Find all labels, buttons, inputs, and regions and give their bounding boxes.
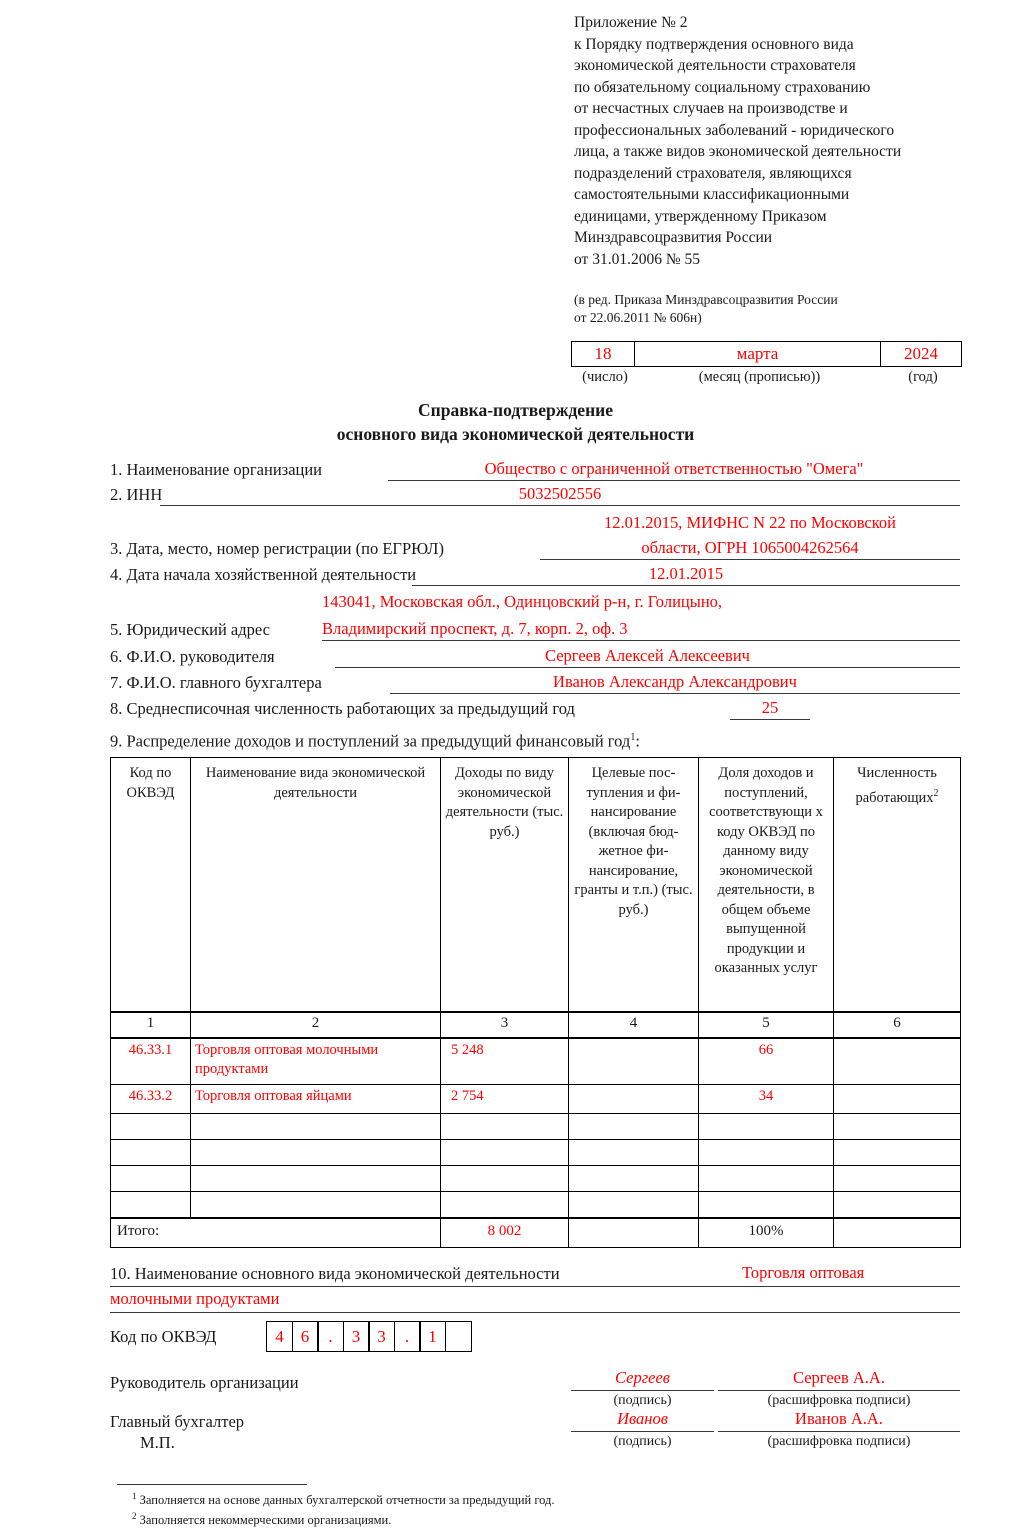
footnote-1-text: Заполняется на основе данных бухгалтерской отчетности за предыдущий год.	[139, 1493, 555, 1508]
appendix-header-line: от 31.01.2006 № 55	[574, 250, 700, 268]
cell-headcount[interactable]	[834, 1165, 961, 1191]
field-9-footnote-mark: 1	[630, 732, 636, 743]
cell-income-share[interactable]	[699, 1191, 834, 1218]
cell-income[interactable]: 5 248	[441, 1038, 569, 1084]
appendix-header-line: профессиональных заболеваний - юридического	[574, 121, 895, 139]
appendix-header-line: экономической деятельности страхователя	[574, 57, 856, 74]
cell-headcount[interactable]	[834, 1139, 961, 1165]
table-header-income-share: Доля доходов и поступлений, соответствующи х коду ОКВЭД по данному виду экономической деятельности, в общем объеме выпущенной продукции и оказанных услуг	[699, 758, 834, 1013]
date-day-field[interactable]: 18	[571, 341, 635, 367]
cell-okved-code[interactable]	[111, 1191, 191, 1218]
field-4-label: 4. Дата начала хозяйственной деятельности	[110, 565, 417, 584]
table-header-row	[111, 758, 961, 1013]
field-7-label: 7. Ф.И.О. главного бухгалтера	[110, 673, 322, 692]
cell-income[interactable]	[441, 1113, 569, 1139]
cell-income[interactable]: 2 754	[441, 1084, 569, 1113]
field-9-label	[110, 727, 640, 752]
field-3-label: 3. Дата, место, номер регистрации (по ЕГРЮЛ)	[110, 539, 444, 558]
field-5-rule	[322, 640, 960, 641]
field-9-colon: :	[635, 731, 640, 751]
cell-headcount[interactable]	[834, 1084, 961, 1113]
cell-targeted-funding[interactable]	[569, 1139, 699, 1165]
director-name[interactable]: Сергеев А.А.	[793, 1368, 885, 1387]
footnote-separator	[117, 1484, 307, 1485]
cell-targeted-funding[interactable]	[569, 1038, 699, 1084]
column-number: 3	[441, 1012, 569, 1038]
footnote-2-text: Заполняется некоммерческими организациями.	[139, 1513, 392, 1528]
field-2-rule	[160, 505, 960, 506]
date-row	[571, 341, 962, 367]
date-year-caption: (год)	[908, 369, 938, 385]
director-signature-caption: (подпись)	[613, 1393, 672, 1408]
accountant-label: Главный бухгалтер	[110, 1412, 245, 1431]
field-5-value-line2[interactable]: Владимирский проспект, д. 7, корп. 2, оф. 3	[322, 619, 628, 638]
director-name-caption: (расшифровка подписи)	[767, 1393, 911, 1408]
okved-code-cell[interactable]: 1	[419, 1321, 446, 1352]
okved-code-cell[interactable]	[445, 1321, 472, 1352]
okved-code-boxes[interactable]	[266, 1321, 472, 1352]
column-number: 1	[111, 1012, 191, 1038]
cell-okved-code[interactable]	[111, 1113, 191, 1139]
okved-code-cell[interactable]: 6	[292, 1321, 319, 1352]
cell-targeted-funding[interactable]	[569, 1191, 699, 1218]
cell-activity-name[interactable]	[191, 1139, 441, 1165]
footnote-1	[132, 1488, 555, 1509]
field-4-rule	[412, 585, 960, 586]
total-headcount	[834, 1218, 961, 1248]
appendix-header-line: от несчастных случаев на производстве и	[574, 100, 848, 117]
field-6-value[interactable]: Сергеев Алексей Алексеевич	[545, 646, 750, 665]
appendix-header-line: подразделений страхователя, являющихся	[574, 164, 852, 182]
table-row[interactable]	[111, 1038, 961, 1084]
table-total-row	[111, 1218, 961, 1248]
table-header-headcount	[834, 758, 961, 1013]
field-5-value-line1[interactable]: 143041, Московская обл., Одинцовский р-н, г. Голицыно,	[322, 592, 723, 611]
appendix-header-line: Приложение № 2	[574, 14, 688, 31]
cell-okved-code[interactable]	[111, 1139, 191, 1165]
accountant-name-caption: (расшифровка подписи)	[767, 1434, 911, 1449]
table-header-income: Доходы по виду экономической деятельности (тыс. руб.)	[441, 758, 569, 1013]
field-3-value-line1[interactable]: 12.01.2015, МИФНС N 22 по Московской	[604, 513, 896, 532]
table-row-empty[interactable]	[111, 1113, 961, 1139]
okved-code-label: Код по ОКВЭД	[110, 1327, 217, 1346]
appendix-header-line: лица, а также видов экономической деятельности	[574, 143, 902, 160]
total-income: 8 002	[441, 1218, 569, 1248]
column-number: 4	[569, 1012, 699, 1038]
footnote-1-mark: 1	[132, 1491, 137, 1501]
table-header-headcount-footnote-mark: 2	[933, 787, 939, 799]
stamp-placeholder-label: М.П.	[140, 1433, 175, 1452]
footnote-2	[132, 1508, 391, 1529]
cell-income-share[interactable]: 34	[699, 1084, 834, 1113]
okved-code-cell[interactable]: .	[394, 1321, 421, 1352]
table-header-headcount-text: Численность работающих	[855, 765, 937, 806]
accountant-signature-rule	[571, 1431, 714, 1432]
field-9-label-text: 9. Распределение доходов и поступлений за предыдущий финансовый год	[110, 731, 631, 751]
table-column-number-row	[111, 1012, 961, 1038]
appendix-header-line: самостоятельными классификационными	[574, 186, 850, 203]
edition-note-line: от 22.06.2011 № 606н)	[574, 310, 702, 325]
table-row-empty[interactable]	[111, 1191, 961, 1218]
cell-activity-name[interactable]: Торговля оптовая яйцами	[191, 1084, 441, 1113]
cell-okved-code[interactable]: 46.33.1	[111, 1038, 191, 1084]
appendix-header-line: по обязательному социальному страхованию	[574, 78, 871, 96]
table-row[interactable]	[111, 1084, 961, 1113]
field-10-value-line2[interactable]: молочными продуктами	[110, 1289, 280, 1308]
cell-income-share[interactable]	[699, 1113, 834, 1139]
director-label: Руководитель организации	[110, 1373, 299, 1392]
field-1-rule	[388, 480, 960, 481]
total-targeted-funding	[569, 1218, 699, 1248]
accountant-name-rule	[718, 1431, 960, 1432]
date-month-field[interactable]: марта	[635, 341, 880, 367]
accountant-name[interactable]: Иванов А.А.	[795, 1409, 883, 1428]
field-7-value[interactable]: Иванов Александр Александрович	[553, 672, 797, 691]
okved-code-cell[interactable]: 4	[266, 1321, 293, 1352]
cell-okved-code[interactable]: 46.33.2	[111, 1084, 191, 1113]
cell-income-share[interactable]	[699, 1165, 834, 1191]
page-subtitle: основного вида экономической деятельности	[336, 424, 695, 444]
edition-note	[574, 291, 974, 327]
field-6-rule	[335, 667, 960, 668]
table-header-targeted-funding: Целевые пос-тупления и фи-нансирование (включая бюд-жетное фи-нансирование, гранты и т.п.) (тыс. руб.)	[569, 758, 699, 1013]
field-2-label: 2. ИНН	[110, 485, 163, 504]
total-label-spacer	[191, 1218, 441, 1248]
appendix-header-line: единицами, утвержденному Приказом	[574, 207, 827, 225]
okved-code-cell[interactable]: 3	[343, 1321, 370, 1352]
field-8-rule	[730, 719, 810, 720]
cell-income[interactable]	[441, 1165, 569, 1191]
cell-targeted-funding[interactable]	[569, 1084, 699, 1113]
cell-targeted-funding[interactable]	[569, 1165, 699, 1191]
appendix-header-line: к Порядку подтверждения основного вида	[574, 35, 854, 53]
director-name-rule	[718, 1390, 960, 1391]
cell-headcount[interactable]	[834, 1113, 961, 1139]
total-income-share: 100%	[699, 1218, 834, 1248]
field-10-rule-2	[110, 1312, 960, 1313]
cell-targeted-funding[interactable]	[569, 1113, 699, 1139]
table-header-activity-name: Наименование вида экономической деятельности	[191, 758, 441, 1013]
field-1-value[interactable]: Общество с ограниченной ответственностью "Омега"	[484, 459, 864, 478]
okved-code-cell[interactable]: .	[317, 1321, 344, 1352]
director-signature[interactable]: Сергеев	[615, 1368, 670, 1387]
field-8-label: 8. Среднесписочная численность работающих за предыдущий год	[110, 699, 575, 718]
cell-activity-name[interactable]	[191, 1165, 441, 1191]
field-8-value[interactable]: 25	[761, 698, 779, 717]
cell-okved-code[interactable]	[111, 1165, 191, 1191]
table-row-empty[interactable]	[111, 1139, 961, 1165]
accountant-signature[interactable]: Иванов	[617, 1409, 668, 1428]
cell-headcount[interactable]	[834, 1191, 961, 1218]
column-number: 6	[834, 1012, 961, 1038]
appendix-header	[574, 12, 974, 270]
date-month-caption: (месяц (прописью))	[698, 369, 821, 385]
field-1-label: 1. Наименование организации	[110, 460, 323, 479]
field-4-value[interactable]: 12.01.2015	[648, 564, 724, 583]
date-captions	[560, 369, 970, 389]
column-number: 2	[191, 1012, 441, 1038]
appendix-header-line: Минздравсоцразвития России	[574, 229, 773, 246]
field-3-rule	[540, 559, 960, 560]
field-10-value-line1[interactable]: Торговля оптовая	[742, 1263, 865, 1282]
field-10-label: 10. Наименование основного вида экономической деятельности	[110, 1264, 560, 1283]
cell-income-share[interactable]: 66	[699, 1038, 834, 1084]
field-6-label: 6. Ф.И.О. руководителя	[110, 647, 275, 666]
cell-income[interactable]	[441, 1191, 569, 1218]
cell-activity-name[interactable]	[191, 1191, 441, 1218]
page-title: Справка-подтверждение	[417, 400, 614, 420]
cell-income-share[interactable]	[699, 1139, 834, 1165]
okved-code-cell[interactable]: 3	[368, 1321, 395, 1352]
field-3-value-line2[interactable]: области, ОГРН 1065004262564	[641, 538, 859, 557]
director-signature-rule	[571, 1390, 714, 1391]
income-distribution-table	[110, 757, 961, 1248]
column-number: 5	[699, 1012, 834, 1038]
field-5-label: 5. Юридический адрес	[110, 620, 270, 639]
total-label: Итого:	[111, 1218, 191, 1248]
cell-headcount[interactable]	[834, 1038, 961, 1084]
cell-activity-name[interactable]	[191, 1113, 441, 1139]
footnote-2-mark: 2	[132, 1511, 137, 1521]
field-7-rule	[390, 693, 960, 694]
table-row-empty[interactable]	[111, 1165, 961, 1191]
table-header-okved-code: Код по ОКВЭД	[111, 758, 191, 1013]
field-2-value[interactable]: 5032502556	[518, 484, 602, 503]
accountant-signature-caption: (подпись)	[613, 1434, 672, 1449]
cell-income[interactable]	[441, 1139, 569, 1165]
date-day-caption: (число)	[582, 369, 628, 385]
cell-activity-name[interactable]: Торговля оптовая молочными продуктами	[191, 1038, 441, 1084]
edition-note-line: (в ред. Приказа Минздравсоцразвития России	[574, 292, 838, 307]
date-year-field[interactable]: 2024	[880, 341, 962, 367]
field-10-rule-1	[110, 1286, 960, 1287]
